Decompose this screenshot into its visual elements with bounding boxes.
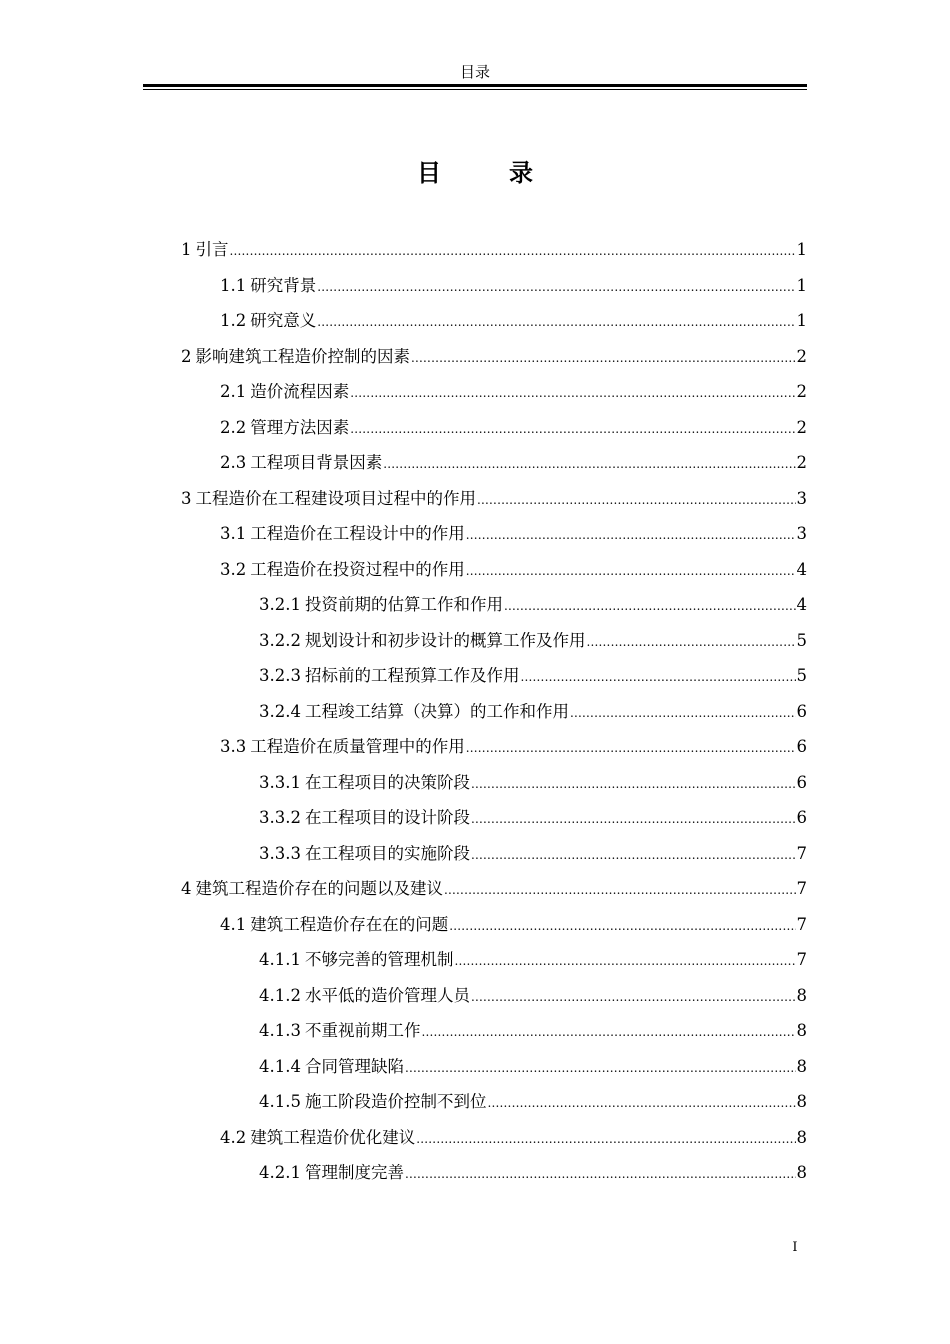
- toc-dot-leader: [444, 873, 796, 909]
- toc-entry-title: 建筑工程造价存在在的问题: [250, 914, 449, 934]
- toc-entry-title: 建筑工程造价优化建议: [250, 1127, 416, 1147]
- toc-entry-title: 研究背景: [250, 275, 317, 295]
- toc-dot-leader: [421, 1015, 795, 1051]
- toc-entry-page: 2: [796, 453, 807, 472]
- toc-entry-title: 建筑工程造价存在的问题以及建议: [195, 879, 443, 898]
- toc-entry-page: 2: [796, 417, 807, 437]
- toc-entry-number: 4.1: [220, 914, 247, 934]
- toc-entry-number: 3.2.2: [259, 630, 301, 650]
- toc-entry[interactable]: [143, 268, 807, 304]
- toc-dot-leader: [471, 802, 796, 838]
- toc-entry[interactable]: [143, 587, 807, 623]
- toc-entry-page: 7: [796, 879, 807, 898]
- toc-entry-number: 2.3: [220, 453, 247, 472]
- toc-entry-page: 6: [796, 772, 807, 792]
- toc-entry[interactable]: [143, 303, 807, 339]
- toc-entry-title: 工程造价在工程设计中的作用: [250, 524, 465, 543]
- toc-dot-leader: [504, 589, 796, 625]
- table-of-contents: [143, 232, 807, 1191]
- toc-entry[interactable]: [143, 800, 807, 836]
- toc-dot-leader: [477, 483, 796, 519]
- toc-entry-title: 不够完善的管理机制: [304, 950, 454, 969]
- toc-entry-page: 8: [796, 985, 807, 1005]
- toc-entry-page: 1: [796, 240, 807, 259]
- toc-entry[interactable]: [143, 658, 807, 694]
- toc-entry-number: 3.3: [220, 737, 247, 756]
- toc-entry-title: 工程造价在质量管理中的作用: [250, 737, 465, 756]
- toc-entry-title: 管理方法因素: [250, 417, 350, 437]
- toc-entry[interactable]: [143, 374, 807, 410]
- toc-entry-page: 2: [796, 346, 807, 366]
- toc-entry-title: 造价流程因素: [250, 382, 350, 401]
- header-rule: [143, 84, 807, 90]
- toc-dot-leader: [471, 980, 796, 1016]
- toc-entry-title: 在工程项目的实施阶段: [304, 843, 470, 863]
- toc-entry-number: 1.2: [220, 311, 247, 330]
- toc-entry-number: 2.1: [220, 382, 247, 401]
- toc-dot-leader: [350, 376, 795, 412]
- toc-entry-page: 3: [796, 524, 807, 543]
- toc-entry[interactable]: [143, 907, 807, 943]
- toc-dot-leader: [411, 341, 796, 377]
- toc-entry[interactable]: [143, 445, 807, 481]
- toc-entry-number: 4.2.1: [259, 1163, 301, 1182]
- toc-dot-leader: [405, 1051, 796, 1087]
- toc-dot-leader: [416, 1122, 795, 1158]
- toc-entry-page: 8: [796, 1163, 807, 1182]
- toc-dot-leader: [471, 767, 796, 803]
- toc-entry-number: 3.1: [220, 524, 247, 543]
- toc-entry-title: 规划设计和初步设计的概算工作及作用: [304, 630, 586, 650]
- toc-dot-leader: [230, 234, 796, 270]
- toc-dot-leader: [520, 660, 795, 696]
- toc-entry-page: 6: [796, 737, 807, 756]
- toc-entry-number: 3.2.4: [259, 701, 301, 721]
- toc-entry-number: 4.1.4: [259, 1056, 301, 1076]
- toc-entry-number: 2: [181, 346, 192, 366]
- toc-entry[interactable]: [143, 765, 807, 801]
- toc-entry-number: 4: [181, 879, 192, 898]
- toc-dot-leader: [466, 731, 796, 767]
- toc-entry-number: 3.3.3: [259, 843, 301, 863]
- toc-entry-page: 7: [796, 950, 807, 969]
- toc-entry-page: 4: [796, 559, 807, 579]
- toc-entry-number: 4.1.1: [259, 950, 301, 969]
- toc-entry-number: 3.2: [220, 559, 247, 579]
- toc-dot-leader: [383, 447, 795, 483]
- toc-entry[interactable]: [143, 836, 807, 872]
- toc-title: 目 录: [417, 158, 555, 187]
- toc-entry-number: 4.2: [220, 1127, 247, 1147]
- toc-dot-leader: [317, 270, 795, 306]
- toc-entry-title: 工程造价在投资过程中的作用: [250, 559, 465, 579]
- toc-entry-number: 3: [181, 488, 192, 508]
- toc-entry[interactable]: [143, 410, 807, 446]
- toc-entry-number: 1.1: [220, 275, 247, 295]
- toc-entry[interactable]: [143, 1049, 807, 1085]
- toc-dot-leader: [449, 909, 795, 945]
- toc-entry-number: 4.1.5: [259, 1092, 301, 1111]
- toc-dot-leader: [487, 1086, 795, 1122]
- toc-entry-title: 研究意义: [250, 311, 317, 330]
- toc-entry-page: 1: [796, 275, 807, 295]
- toc-entry[interactable]: [143, 1155, 807, 1191]
- toc-entry-title: 合同管理缺陷: [304, 1056, 404, 1076]
- toc-entry[interactable]: [143, 516, 807, 552]
- toc-entry-title: 水平低的造价管理人员: [304, 985, 470, 1005]
- toc-entry-page: 8: [796, 1021, 807, 1040]
- toc-entry-title: 工程造价在工程建设项目过程中的作用: [195, 488, 476, 508]
- toc-dot-leader: [317, 305, 795, 341]
- running-header: 目录: [459, 63, 490, 81]
- toc-entry-title: 工程竣工结算（决算）的工作和作用: [304, 701, 569, 721]
- toc-entry-title: 投资前期的估算工作和作用: [304, 595, 503, 614]
- toc-entry-page: 5: [796, 666, 807, 685]
- toc-entry-page: 5: [796, 630, 807, 650]
- toc-entry[interactable]: [143, 1013, 807, 1049]
- toc-dot-leader: [471, 838, 796, 874]
- toc-entry-page: 6: [796, 808, 807, 827]
- toc-entry[interactable]: [143, 871, 807, 907]
- toc-entry[interactable]: [143, 623, 807, 659]
- toc-entry[interactable]: [143, 552, 807, 588]
- toc-dot-leader: [454, 944, 795, 980]
- toc-entry-page: 3: [796, 488, 807, 508]
- toc-entry-title: 不重视前期工作: [304, 1021, 421, 1040]
- toc-entry-title: 在工程项目的设计阶段: [304, 808, 470, 827]
- toc-entry-page: 6: [796, 701, 807, 721]
- toc-dot-leader: [586, 625, 795, 661]
- toc-entry-title: 招标前的工程预算工作及作用: [304, 666, 520, 685]
- toc-entry-number: 4.1.3: [259, 1021, 301, 1040]
- toc-dot-leader: [466, 518, 796, 554]
- toc-entry[interactable]: [143, 1120, 807, 1156]
- toc-entry-page: 7: [796, 914, 807, 934]
- toc-entry-page: 7: [796, 843, 807, 863]
- toc-entry-title: 在工程项目的决策阶段: [304, 772, 470, 792]
- toc-entry-page: 4: [796, 595, 807, 614]
- toc-entry[interactable]: [143, 339, 807, 375]
- toc-entry[interactable]: [143, 729, 807, 765]
- toc-entry-number: 3.2.1: [259, 595, 301, 614]
- toc-entry[interactable]: [143, 978, 807, 1014]
- toc-entry-title: 工程项目背景因素: [250, 453, 383, 472]
- toc-entry-number: 3.3.1: [259, 772, 301, 792]
- toc-entry[interactable]: [143, 694, 807, 730]
- toc-entry-title: 影响建筑工程造价控制的因素: [195, 346, 410, 366]
- page-number: I: [792, 1240, 798, 1255]
- toc-entry-number: 3.3.2: [259, 808, 301, 827]
- toc-entry-number: 3.2.3: [259, 666, 301, 685]
- toc-entry[interactable]: [143, 942, 807, 978]
- toc-entry-page: 2: [796, 382, 807, 401]
- toc-dot-leader: [350, 412, 795, 448]
- toc-entry[interactable]: [143, 481, 807, 517]
- toc-entry-page: 8: [796, 1092, 807, 1111]
- toc-entry-number: 2.2: [220, 417, 247, 437]
- toc-entry[interactable]: [143, 1084, 807, 1120]
- toc-dot-leader: [570, 696, 796, 732]
- toc-entry-title: 引言: [195, 240, 229, 259]
- toc-entry-title: 施工阶段造价控制不到位: [304, 1092, 487, 1111]
- toc-entry-page: 8: [796, 1127, 807, 1147]
- toc-entry-number: 4.1.2: [259, 985, 301, 1005]
- toc-entry-page: 8: [796, 1056, 807, 1076]
- toc-entry-title: 管理制度完善: [304, 1163, 404, 1182]
- toc-dot-leader: [405, 1157, 796, 1193]
- toc-dot-leader: [466, 554, 796, 590]
- toc-entry-number: 1: [181, 240, 192, 259]
- toc-entry-page: 1: [796, 311, 807, 330]
- toc-entry[interactable]: [143, 232, 807, 268]
